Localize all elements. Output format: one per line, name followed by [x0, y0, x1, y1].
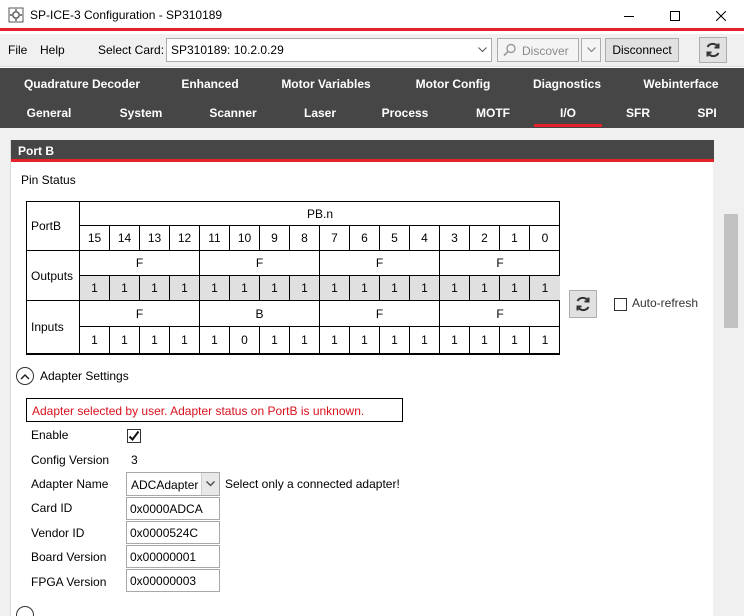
refresh-icon — [574, 295, 592, 313]
chevron-down-icon — [587, 47, 596, 53]
vendor-id-field[interactable] — [126, 521, 220, 544]
app-gear-icon — [8, 7, 24, 23]
input-bit-cell: 1 — [110, 327, 140, 354]
panel-title: Port B — [18, 144, 54, 158]
minimize-icon — [624, 11, 634, 21]
bit-index-cell: 3 — [440, 226, 470, 251]
tab-motor-config[interactable]: Motor Config — [415, 77, 491, 91]
input-bit-cell: 1 — [440, 327, 470, 354]
tab-motf[interactable]: MOTF — [476, 106, 510, 120]
pbn-header: PB.n — [80, 202, 560, 226]
input-bit-cell: 1 — [140, 327, 170, 354]
board-version-value: 0x00000001 — [130, 550, 197, 564]
output-bit-cell: 1 — [230, 276, 260, 301]
bit-index-cell: 8 — [290, 226, 320, 251]
pin-status-table — [26, 201, 560, 355]
adapter-warning-box — [26, 398, 403, 422]
toolbar — [0, 34, 744, 67]
card-id-field[interactable] — [126, 497, 220, 520]
output-bit-cell: 1 — [380, 276, 410, 301]
input-hex-cell: F — [320, 301, 440, 327]
bit-index-cell: 11 — [200, 226, 230, 251]
tab-laser[interactable]: Laser — [303, 106, 337, 120]
discover-label: Discover — [522, 44, 569, 58]
adapter-hint: Select only a connected adapter! — [225, 477, 400, 491]
bit-index-cell: 0 — [530, 226, 560, 251]
enable-label: Enable — [31, 428, 69, 442]
next-expander-partial[interactable] — [16, 606, 34, 616]
tab-diagnostics[interactable]: Diagnostics — [532, 77, 602, 91]
disconnect-button[interactable]: Disconnect — [605, 38, 679, 62]
output-hex-cell: F — [440, 251, 560, 276]
input-bit-cell: 1 — [80, 327, 110, 354]
auto-refresh-box[interactable] — [614, 298, 627, 311]
maximize-button[interactable] — [652, 0, 698, 31]
tab-system[interactable]: System — [119, 106, 163, 120]
adapter-name-value: ADCAdapter — [131, 478, 199, 492]
tab-webinterface[interactable]: Webinterface — [643, 77, 719, 91]
adapter-name-label: Adapter Name — [31, 477, 109, 491]
bit-index-cell: 15 — [80, 226, 110, 251]
output-bit-cell: 1 — [350, 276, 380, 301]
tab-strip — [0, 68, 744, 128]
sync-button[interactable] — [699, 37, 727, 63]
input-bit-cell: 1 — [200, 327, 230, 354]
config-version-value: 3 — [131, 453, 138, 467]
bit-index-cell: 13 — [140, 226, 170, 251]
output-bit-cell: 1 — [440, 276, 470, 301]
bit-index-cell: 5 — [380, 226, 410, 251]
bit-index-cell: 2 — [470, 226, 500, 251]
bit-index-cell: 4 — [410, 226, 440, 251]
output-bit-cell: 1 — [290, 276, 320, 301]
search-icon — [503, 43, 517, 60]
config-version-label: Config Version — [31, 453, 110, 467]
output-bit-cell: 1 — [410, 276, 440, 301]
scrollbar-thumb[interactable] — [724, 214, 738, 328]
fpga-version-field[interactable] — [126, 569, 220, 592]
chevron-up-icon[interactable] — [16, 367, 34, 385]
title-bar — [0, 0, 744, 31]
tab-scanner[interactable]: Scanner — [209, 106, 257, 120]
menu-file[interactable]: File — [8, 43, 28, 57]
enable-checkbox[interactable] — [127, 429, 141, 443]
bit-index-cell: 14 — [110, 226, 140, 251]
discover-button[interactable] — [497, 38, 579, 62]
input-bit-cell: 1 — [350, 327, 380, 354]
output-bit-cell: 1 — [260, 276, 290, 301]
output-hex-cell: F — [200, 251, 320, 276]
vertical-scrollbar[interactable] — [719, 128, 744, 616]
output-bit-cell: 1 — [170, 276, 200, 301]
input-bit-cell: 1 — [530, 327, 560, 354]
tab-motor-variables[interactable]: Motor Variables — [281, 77, 371, 91]
tab-process[interactable]: Process — [381, 106, 429, 120]
input-hex-cell: F — [80, 301, 200, 327]
auto-refresh-label: Auto-refresh — [632, 296, 699, 310]
chevron-down-icon — [473, 39, 491, 61]
input-bit-cell: 1 — [470, 327, 500, 354]
output-bit-cell: 1 — [470, 276, 500, 301]
window-title: SP-ICE-3 Configuration - SP310189 — [30, 8, 223, 22]
output-hex-cell: F — [320, 251, 440, 276]
input-bit-cell: 1 — [290, 327, 320, 354]
vendor-id-label: Vendor ID — [31, 526, 85, 540]
tab-quadrature-decoder[interactable]: Quadrature Decoder — [23, 77, 141, 91]
card-select[interactable] — [166, 38, 492, 62]
menu-help[interactable]: Help — [40, 43, 65, 57]
auto-refresh-checkbox[interactable] — [614, 296, 699, 311]
sync-icon — [704, 41, 722, 59]
chevron-down-icon — [201, 473, 219, 495]
outputs-row-label: Outputs — [27, 251, 80, 301]
close-button[interactable] — [698, 0, 744, 31]
select-card-label: Select Card: — [98, 43, 165, 57]
active-tab-indicator — [534, 124, 602, 127]
adapter-settings-expander[interactable] — [16, 367, 129, 385]
tab-general[interactable]: General — [26, 106, 72, 120]
output-bit-cell: 1 — [320, 276, 350, 301]
tab-enhanced[interactable]: Enhanced — [181, 77, 239, 91]
board-version-field[interactable] — [126, 545, 220, 568]
bit-index-cell: 6 — [350, 226, 380, 251]
minimize-button[interactable] — [606, 0, 652, 31]
maximize-icon — [670, 11, 680, 21]
input-bit-cell: 1 — [170, 327, 200, 354]
input-bit-cell: 1 — [500, 327, 530, 354]
output-bit-cell: 1 — [110, 276, 140, 301]
input-bit-cell: 1 — [380, 327, 410, 354]
input-bit-cell: 1 — [260, 327, 290, 354]
pin-status-label: Pin Status — [21, 173, 76, 187]
refresh-button[interactable] — [569, 290, 597, 318]
card-id-value: 0x0000ADCA — [130, 502, 203, 516]
vendor-id-value: 0x0000524C — [130, 526, 199, 540]
input-hex-cell: F — [440, 301, 560, 327]
bit-index-cell: 1 — [500, 226, 530, 251]
output-hex-cell: F — [80, 251, 200, 276]
adapter-warning-text: Adapter selected by user. Adapter status on PortB is unknown. — [32, 404, 365, 418]
tab-io[interactable]: I/O — [559, 106, 577, 120]
bit-index-cell: 12 — [170, 226, 200, 251]
panel-header — [11, 140, 714, 162]
output-bit-cell: 1 — [140, 276, 170, 301]
inputs-row-label: Inputs — [27, 301, 80, 354]
output-bit-cell: 1 — [200, 276, 230, 301]
tab-spi[interactable]: SPI — [697, 106, 717, 120]
checkmark-icon — [128, 430, 140, 442]
discover-dropdown-button[interactable] — [581, 38, 601, 62]
input-bit-cell: 0 — [230, 327, 260, 354]
board-version-label: Board Version — [31, 550, 107, 564]
fpga-version-label: FPGA Version — [31, 575, 107, 589]
output-bit-cell: 1 — [530, 276, 560, 301]
bit-index-cell: 7 — [320, 226, 350, 251]
close-icon — [716, 11, 726, 21]
input-hex-cell: B — [200, 301, 320, 327]
input-bit-cell: 1 — [320, 327, 350, 354]
bit-index-cell: 10 — [230, 226, 260, 251]
adapter-settings-label: Adapter Settings — [40, 369, 129, 383]
fpga-version-value: 0x00000003 — [130, 574, 197, 588]
output-bit-cell: 1 — [500, 276, 530, 301]
bit-index-cell: 9 — [260, 226, 290, 251]
input-bit-cell: 1 — [410, 327, 440, 354]
adapter-name-select[interactable] — [126, 472, 220, 496]
tab-sfr[interactable]: SFR — [626, 106, 650, 120]
output-bit-cell: 1 — [80, 276, 110, 301]
card-id-label: Card ID — [31, 501, 73, 515]
card-select-value: SP310189: 10.2.0.29 — [171, 43, 284, 57]
portb-corner-cell: PortB — [27, 202, 80, 251]
